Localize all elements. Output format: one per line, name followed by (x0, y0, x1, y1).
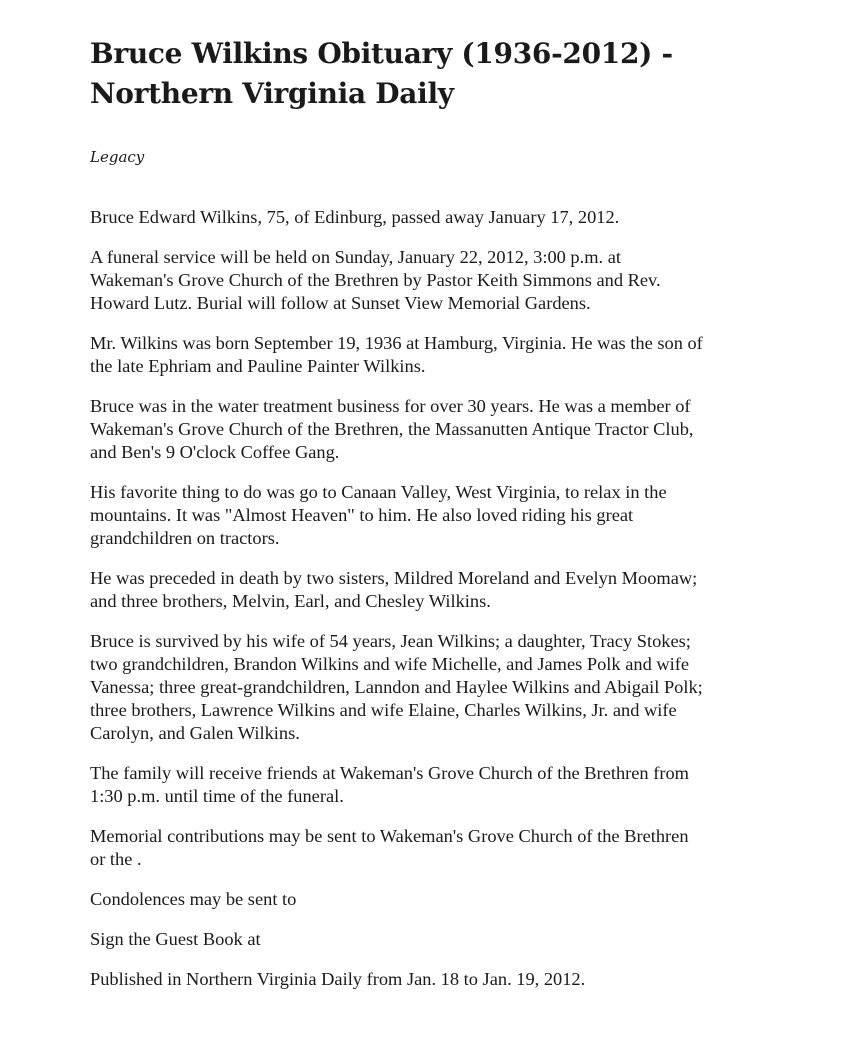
page-title (90, 34, 830, 114)
paragraph-survivors: Bruce is survived by his wife of 54 years, Jean Wilkins; a daughter, Tracy Stokes; two grandchildren, Brandon Wilkins and wife Michelle, and James Polk and wife Vanessa; three great-grandchildren, Lanndon and Haylee Wilkins and Abigail Polk; three brothers, Lawrence Wilkins and wife Elaine, Charles Wilkins, Jr. and wife Carolyn, and Galen Wilkins. (90, 631, 703, 743)
title-line-2: Northern Virginia Daily (90, 77, 454, 110)
paragraph-preceded: He was preceded in death by two sisters, Mildred Moreland and Evelyn Moomaw; and three brothers, Melvin, Earl, and Chesley Wilkins. (90, 568, 698, 611)
title-line-1: Bruce Wilkins Obituary (1936-2012) - (90, 37, 673, 70)
paragraph-birth: Mr. Wilkins was born September 19, 1936 at Hamburg, Virginia. He was the son of the late Ephriam and Pauline Painter Wilkins. (90, 333, 703, 376)
paragraph-condolences: Condolences may be sent to (90, 889, 297, 909)
obituary-body (90, 206, 830, 1005)
paragraph-published: Published in Northern Virginia Daily from Jan. 18 to Jan. 19, 2012. (90, 969, 586, 989)
paragraph-intro: Bruce Edward Wilkins, 75, of Edinburg, passed away January 17, 2012. (90, 207, 620, 227)
paragraph-memorials: Memorial contributions may be sent to Wakeman's Grove Church of the Brethren or the . (90, 826, 689, 869)
paragraph-interests: His favorite thing to do was go to Canaan Valley, West Virginia, to relax in the mountains. It was "Almost Heaven" to him. He also loved riding his great grandchildren on tractors. (90, 482, 667, 548)
source-label: Legacy (90, 148, 145, 166)
paragraph-guest-book: Sign the Guest Book at (90, 929, 261, 949)
paragraph-visitation: The family will receive friends at Wakeman's Grove Church of the Brethren from 1:30 p.m. until time of the funeral. (90, 763, 689, 806)
paragraph-career: Bruce was in the water treatment business for over 30 years. He was a member of Wakeman's Grove Church of the Brethren, the Massanutten Antique Tractor Club, and Ben's 9 O'clock Coffee Gang. (90, 396, 694, 462)
obituary-page (90, 34, 830, 989)
paragraph-funeral-service: A funeral service will be held on Sunday, January 22, 2012, 3:00 p.m. at Wakeman's Grove Church of the Brethren by Pastor Keith Simmons and Rev. Howard Lutz. Burial will follow at Sunset View Memorial Gardens. (90, 247, 661, 313)
